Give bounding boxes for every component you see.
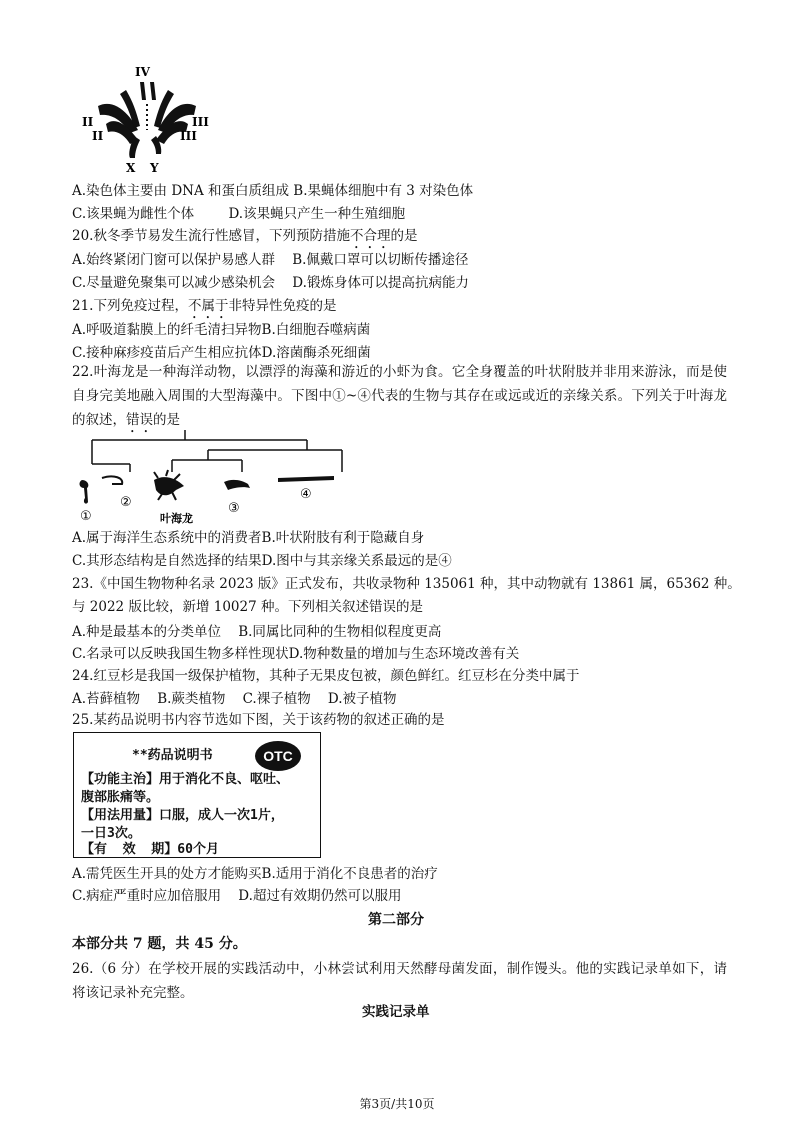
otc-badge: OTC	[255, 741, 301, 771]
q22-stem: 22.叶海龙是一种海洋动物，以漂浮的海藻和游近的小虾为食。它全身覆盖的叶状附肢并非用来游泳，而是使自身完美地融入周围的大型海藻中。下图中①~④代表的生物与其存在或远或近的亲缘关系。下列关于叶海龙的叙述，错误的是	[72, 364, 727, 428]
page-number: 第3页/共10页	[359, 1097, 435, 1111]
q21-options-line-1: A.呼吸道黏膜上的纤毛清扫异物B.白细胞吞噬病菌	[72, 322, 371, 338]
label-iii-b: III	[180, 129, 197, 143]
q21-options-line-2: C.接种麻疹疫苗后产生相应抗体D.溶菌酶杀死细菌	[72, 345, 371, 361]
phylogenetic-tree-figure	[72, 428, 352, 528]
q19-options-line-2: C.该果蝇为雌性个体 D.该果蝇只产生一种生殖细胞	[72, 206, 406, 222]
tree-label-2: ②	[120, 495, 132, 510]
label-x: X	[126, 161, 136, 175]
q25-options-line-2: C.病症严重时应加倍服用 D.超过有效期仍然可以服用	[72, 888, 402, 904]
label-iii-a: III	[192, 115, 209, 129]
q23-options-line-2: C.名录可以反映我国生物多样性现状D.物种数量的增加与生态环境改善有关	[72, 646, 520, 662]
label-line-3: 【用法用量】口服，成人一次1片，	[81, 808, 284, 823]
q25-options-line-1: A.需凭医生开具的处方才能购买B.适用于消化不良患者的治疗	[72, 866, 438, 882]
q25-stem: 25.某药品说明书内容节选如下图，关于该药物的叙述正确的是	[72, 712, 445, 728]
tree-label-1: ①	[80, 509, 92, 524]
tree-label-3: ③	[228, 501, 240, 516]
chromosome-figure	[80, 60, 215, 175]
q21-stem: 21.下列免疫过程，不属于非特异性免疫的是	[72, 298, 337, 314]
label-y: Y	[150, 161, 159, 175]
label-ii-b: II	[92, 129, 104, 143]
q22-options-line-1: A.属于海洋生态系统中的消费者B.叶状附肢有利于隐藏自身	[72, 530, 425, 546]
label-line-1: 【功能主治】用于消化不良、呕吐、	[81, 772, 290, 787]
q23-options-line-1: A.种是最基本的分类单位 B.同属比同种的生物相似程度更高	[72, 624, 442, 640]
q23-stem-line-2: 与 2022 版比较，新增 10027 种。下列相关叙述错误的是	[72, 599, 423, 615]
q19-options-line-1: A.染色体主要由 DNA 和蛋白质组成 B.果蝇体细胞中有 3 对染色体	[72, 183, 474, 199]
q20-options-line-1: A.始终紧闭门窗可以保护易感人群 B.佩戴口罩可以切断传播途径	[72, 252, 469, 268]
part2-heading: 第二部分	[368, 912, 424, 928]
label-line-4: 一日3次。	[81, 826, 141, 841]
part2-intro: 本部分共 7 题，共 45 分。	[72, 936, 247, 952]
label-line-5: 【有 效 期】60个月	[81, 842, 219, 857]
record-sheet-title: 实践记录单	[362, 1004, 430, 1020]
q22-options-line-2: C.其形态结构是自然选择的结果D.图中与其亲缘关系最远的是④	[72, 553, 452, 569]
q24-stem: 24.红豆杉是我国一级保护植物，其种子无果皮包被，颜色鲜红。红豆杉在分类中属于	[72, 668, 580, 684]
label-line-2: 腹部胀痛等。	[81, 790, 160, 805]
q26-stem: 26.（6 分）在学校开展的实践活动中，小林尝试利用天然酵母菌发面，制作馒头。他的实践记录单如下，请将该记录补充完整。	[72, 961, 727, 1001]
label-ii-a: II	[82, 115, 94, 129]
label-title: **药品说明书	[132, 748, 213, 763]
tree-label-sea-dragon: 叶海龙	[160, 512, 193, 525]
q20-options-line-2: C.尽量避免聚集可以减少感染机会 D.锻炼身体可以提高抗病能力	[72, 275, 469, 291]
medicine-label-figure	[73, 732, 321, 858]
q24-options: A.苔藓植物 B.蕨类植物 C.裸子植物 D.被子植物	[72, 691, 397, 707]
q23-stem-line-1: 23.《中国生物物种名录 2023 版》正式发布，共收录物种 135061 种，其中动物就有 13861 属，65362 种。	[72, 576, 741, 592]
tree-label-4: ④	[300, 487, 312, 502]
q20-stem: 20.秋冬季节易发生流行性感冒，下列预防措施不合理的是	[72, 228, 418, 244]
label-iv: IV	[135, 65, 150, 79]
